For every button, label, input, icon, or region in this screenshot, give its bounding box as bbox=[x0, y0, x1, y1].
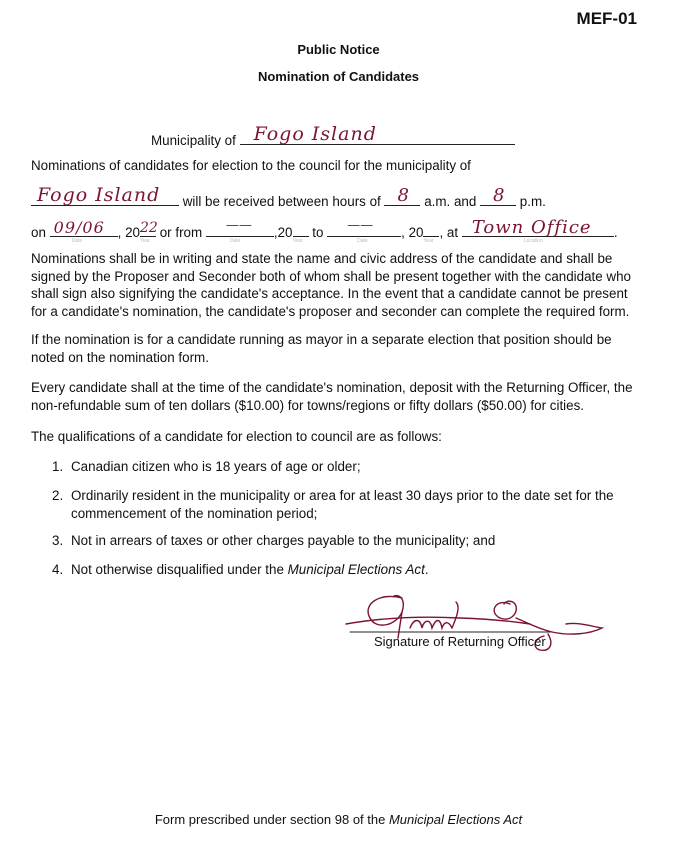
list-item-number: 1. bbox=[52, 459, 64, 474]
start-hour-value: 8 bbox=[397, 185, 410, 206]
period-text: . bbox=[613, 225, 618, 240]
footer-act-ref: Municipal Elections Act bbox=[388, 812, 523, 827]
list-item-text bbox=[71, 561, 646, 579]
paragraph-nomination-requirements: Nominations shall be in writing and state the name and civic address of the candidate and shall be signed by the Proposer and Seconder both of whom shall be present together with the candidate who shall sign also signifying the candidate's acceptance. In the event that a candidate cannot be present for a candidate's nomination, the candidate's proposer and seconder can complete the required form. bbox=[31, 251, 631, 319]
dates-row bbox=[31, 217, 618, 244]
to-date-value: —— bbox=[347, 218, 374, 233]
from-date-field[interactable] bbox=[206, 218, 274, 244]
from-date-value: —— bbox=[225, 218, 252, 233]
hours-row bbox=[31, 184, 546, 209]
list-item-number: 4. bbox=[52, 562, 64, 577]
comma-20-b-text: , 20 bbox=[401, 225, 424, 240]
municipality-label: Municipality of bbox=[151, 133, 236, 148]
from-year-field[interactable] bbox=[292, 221, 309, 244]
list-item-text: Not in arrears of taxes or other charges payable to the municipality; and bbox=[71, 533, 496, 548]
year-prefix: , 20 bbox=[117, 225, 140, 240]
start-hour-field[interactable] bbox=[384, 185, 420, 206]
paragraph-mayor: If the nomination is for a candidate running as mayor in a separate election that position should be noted on the nomination form. bbox=[31, 332, 612, 365]
municipality-field[interactable] bbox=[240, 123, 515, 145]
pm-text: p.m. bbox=[519, 194, 546, 209]
date-hint: Date bbox=[71, 238, 83, 244]
municipal-elections-act-ref: Municipal Elections Act bbox=[287, 562, 425, 577]
list-item-number: 2. bbox=[52, 488, 64, 503]
at-text: , at bbox=[439, 225, 459, 240]
paragraph-qualifications-intro: The qualifications of a candidate for election to council are as follows: bbox=[31, 429, 442, 444]
list-item-text: Ordinarily resident in the municipality or area for at least 30 days prior to the date set for the commencement of the nomination period; bbox=[71, 488, 614, 521]
list-item-text-before: Not otherwise disqualified under the bbox=[71, 562, 288, 577]
footer-text: Form prescribed under section 98 of the bbox=[154, 812, 389, 827]
page-title: Nomination of Candidates bbox=[257, 69, 420, 84]
location-value: Town Office bbox=[471, 217, 592, 238]
paragraph-deposit: Every candidate shall at the time of the candidate's nomination, deposit with the Returning Officer, the non-refundable sum of ten dollars ($10.00) for towns/regions or fifty dollars ($50.00) for cities. bbox=[31, 380, 633, 413]
to-year-hint: Year bbox=[423, 238, 434, 244]
location-field[interactable] bbox=[462, 217, 614, 244]
to-text: to bbox=[312, 225, 324, 240]
list-item-number: 3. bbox=[52, 533, 64, 548]
year-value: 22 bbox=[139, 220, 158, 236]
comma-20-text: ,20 bbox=[273, 225, 293, 240]
municipality-row bbox=[151, 123, 515, 148]
on-text: on bbox=[31, 225, 46, 240]
date-value: 09/06 bbox=[53, 218, 105, 237]
signature-caption: Signature of Returning Officer bbox=[374, 634, 546, 649]
notice-heading: Public Notice bbox=[297, 42, 380, 57]
list-item-text-after: . bbox=[424, 562, 429, 577]
end-hour-value: 8 bbox=[493, 185, 506, 206]
footer bbox=[0, 812, 677, 827]
received-text: will be received between hours of bbox=[182, 194, 381, 209]
year-field[interactable] bbox=[139, 220, 158, 244]
date-field[interactable] bbox=[50, 218, 118, 244]
nomination-municipality-field[interactable] bbox=[31, 184, 179, 206]
year-hint: Year bbox=[139, 238, 151, 244]
form-code: MEF-01 bbox=[576, 9, 637, 28]
to-date-field[interactable] bbox=[327, 218, 401, 244]
am-text: a.m. and bbox=[424, 194, 477, 209]
to-date-hint: Date bbox=[357, 238, 368, 244]
location-hint: Location bbox=[523, 238, 543, 244]
list-item-text: Canadian citizen who is 18 years of age or older; bbox=[71, 459, 361, 474]
nominations-intro: Nominations of candidates for election to the council for the municipality of bbox=[31, 158, 471, 173]
municipality-value: Fogo Island bbox=[253, 123, 377, 145]
nomination-municipality-value: Fogo Island bbox=[37, 184, 161, 206]
to-year-field[interactable] bbox=[423, 221, 439, 244]
or-from-text: or from bbox=[159, 225, 203, 240]
from-year-hint: Year bbox=[292, 238, 303, 244]
end-hour-field[interactable] bbox=[480, 185, 516, 206]
from-date-hint: Date bbox=[229, 238, 241, 244]
